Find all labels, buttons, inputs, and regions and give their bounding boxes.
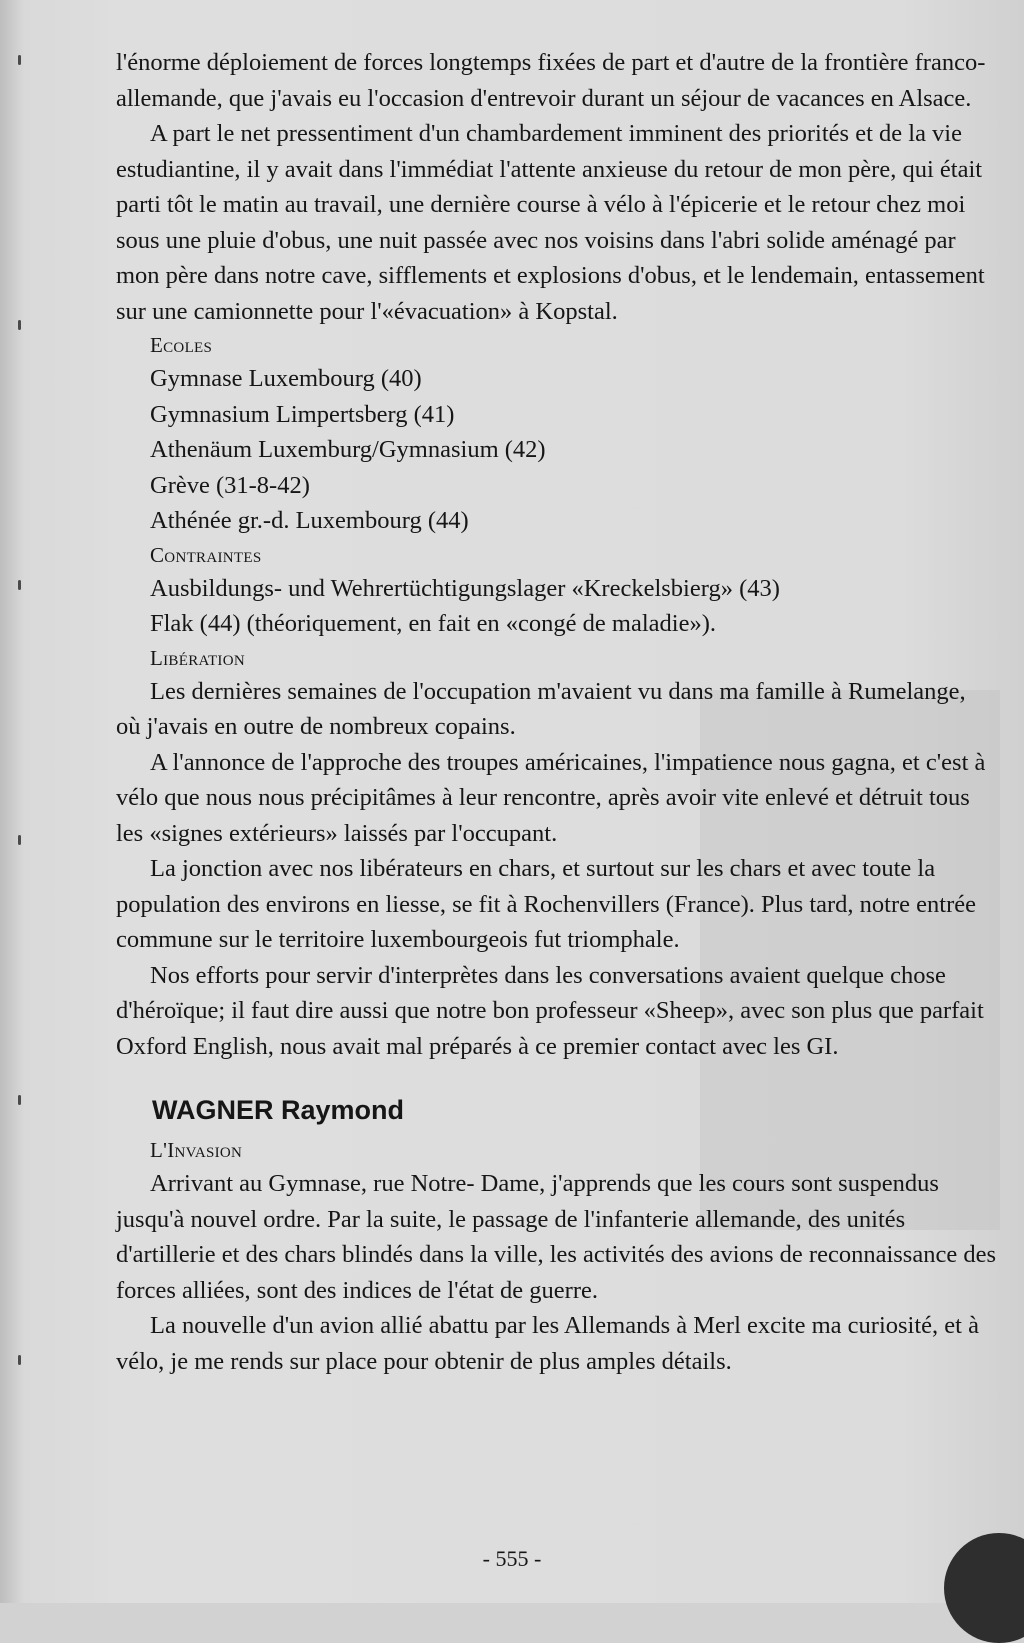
section-heading-liberation: Libération	[150, 645, 245, 670]
list-item: Flak (44) (théoriquement, en fait en «congé de maladie»).	[150, 610, 717, 637]
paragraph: La nouvelle d'un avion allié abattu par les Allemands à Merl excite ma curiosité, et à vélo, je me rends sur place pour obtenir de plus amples détails.	[116, 1312, 979, 1375]
section-heading-invasion: L'Invasion	[150, 1138, 243, 1162]
paragraph: La jonction avec nos libérateurs en chars, et surtout sur les chars et avec toute la population des environs en liesse, se fit à Rochenvillers (France). Plus tard, notre entrée commune sur le territoire luxembourgeois fut triomphale.	[116, 855, 976, 953]
list-item: Ausbildungs- und Wehrertüchtigungslager «Kreckelsbierg» (43)	[150, 574, 780, 602]
list-item: Gymnasium Limpertsberg (41)	[150, 400, 455, 428]
author-heading: WAGNER Raymond	[152, 1095, 405, 1125]
paragraph: A part le net pressentiment d'un chambardement imminent des priorités et de la vie estudiantine, il y avait dans l'immédiat l'attente anxieuse du retour de mon père, qui était parti tôt le matin au travail, une dernière course à vélo à l'épicerie et le retour chez moi sous une pluie d'obus, une nuit passée avec nos voisins dans l'abri solide aménagé par mon père dans notre cave, sifflements et explosions d'obus, et le lendemain, entassement sur une camionnette pour l'«évacuation» à Kopstal.	[116, 120, 985, 325]
section-heading-contraintes: Contraintes	[150, 542, 262, 567]
paragraph: A l'annonce de l'approche des troupes américaines, l'impatience nous gagna, et c'est à vélo que nous nous précipitâmes à leur rencontre, après avoir vite enlevé et détruit tous les «signes extérieurs» laissés par l'occupant.	[116, 748, 986, 847]
section-heading-ecoles: Ecoles	[150, 333, 213, 357]
list-item: Athénée gr.-d. Luxembourg (44)	[150, 507, 469, 534]
list-item: Gymnase Luxembourg (40)	[150, 365, 422, 392]
page-number: - 555 -	[482, 1546, 542, 1571]
list-item: Grève (31-8-42)	[150, 471, 310, 499]
paragraph: Les dernières semaines de l'occupation m'avaient vu dans ma famille à Rumelange, où j'avais en outre de nombreux copains.	[116, 677, 966, 740]
list-item: Athenäum Luxemburg/Gymnasium (42)	[150, 436, 546, 463]
binding-holes	[18, 0, 26, 1603]
page-text	[116, 45, 996, 1379]
paragraph: Arrivant au Gymnase, rue Notre- Dame, j'apprends que les cours sont suspendus jusqu'à nouvel ordre. Par la suite, le passage de l'infanterie allemande, des unités d'artillerie et des chars blindés dans la ville, les activités des avions de reconnaissance des forces alliées, sont des indices de l'état de guerre.	[116, 1170, 996, 1304]
paragraph: Nos efforts pour servir d'interprètes dans les conversations avaient quelque chose d'héroïque; il faut dire aussi que notre bon professeur «Sheep», avec son plus que parfait Oxford English, nous avait mal préparés à ce premier contact avec les GI.	[116, 961, 984, 1060]
paragraph: l'énorme déploiement de forces longtemps fixées de part et d'autre de la frontière franco-allemande, que j'avais eu l'occasion d'entrevoir durant un séjour de vacances en Alsace.	[116, 49, 986, 112]
